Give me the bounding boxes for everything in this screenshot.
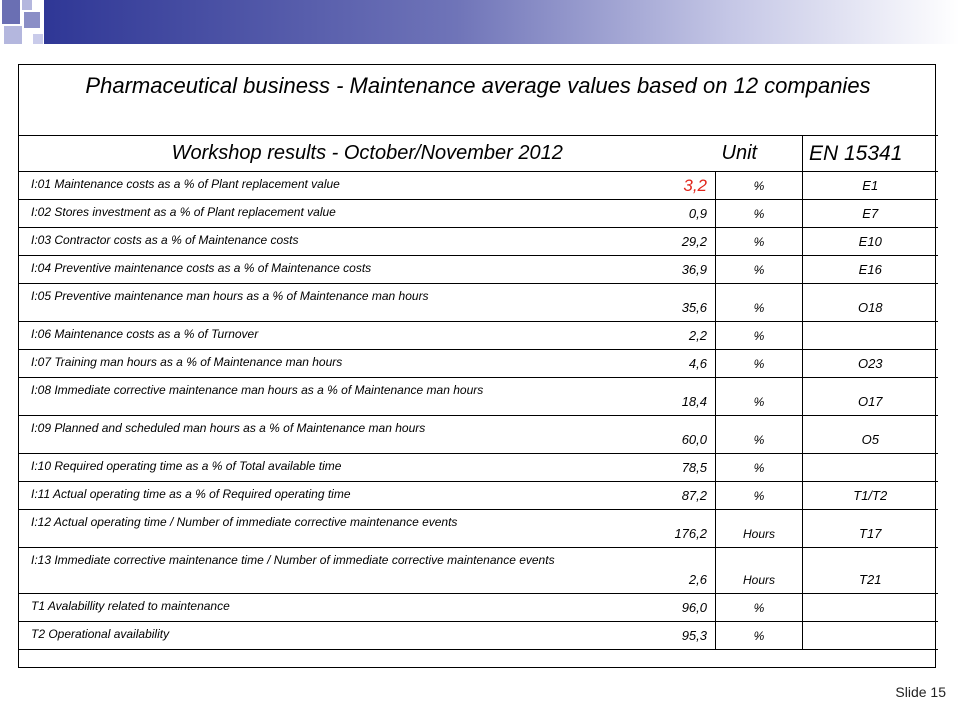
- kpi-table: [18, 135, 938, 650]
- value-cell: 4,6: [646, 350, 716, 378]
- indicator-cell: I:03 Contractor costs as a % of Maintenance costs: [19, 228, 646, 256]
- unit-cell: %: [716, 172, 803, 200]
- header-spacer: [0, 44, 960, 52]
- decor-square: [2, 0, 20, 24]
- value-cell: 3,2: [646, 172, 716, 200]
- decor-square: [22, 0, 32, 10]
- code-cell: T21: [803, 548, 938, 594]
- table-row: [19, 510, 938, 548]
- code-cell: O23: [803, 350, 938, 378]
- unit-cell: %: [716, 482, 803, 510]
- table-row: [19, 350, 938, 378]
- unit-cell: %: [716, 284, 803, 322]
- value-cell: 176,2: [646, 510, 716, 548]
- indicator-cell: I:02 Stores investment as a % of Plant replacement value: [19, 200, 646, 228]
- table-row: [19, 322, 938, 350]
- value-cell: 87,2: [646, 482, 716, 510]
- unit-cell: %: [716, 454, 803, 482]
- value-cell: 0,9: [646, 200, 716, 228]
- decor-square: [24, 12, 40, 28]
- table-row: [19, 172, 938, 200]
- code-cell: [803, 594, 938, 622]
- code-cell: E7: [803, 200, 938, 228]
- unit-cell: %: [716, 322, 803, 350]
- value-cell: 96,0: [646, 594, 716, 622]
- value-cell: 78,5: [646, 454, 716, 482]
- table-header-row: [19, 136, 938, 172]
- code-cell: [803, 622, 938, 650]
- slide-table-frame: [18, 64, 936, 668]
- indicator-cell: I:12 Actual operating time / Number of immediate corrective maintenance events: [19, 510, 646, 548]
- value-cell: 36,9: [646, 256, 716, 284]
- table-row: [19, 200, 938, 228]
- table-row: [19, 594, 938, 622]
- unit-cell: %: [716, 594, 803, 622]
- decor-square: [4, 26, 22, 44]
- indicator-cell: I:07 Training man hours as a % of Maintenance man hours: [19, 350, 646, 378]
- header-standard: EN 15341: [803, 136, 938, 172]
- unit-cell: Hours: [716, 548, 803, 594]
- table-row: [19, 622, 938, 650]
- code-cell: E16: [803, 256, 938, 284]
- indicator-cell: I:09 Planned and scheduled man hours as a % of Maintenance man hours: [19, 416, 646, 454]
- header-gradient-bar: [44, 0, 960, 44]
- value-cell: 29,2: [646, 228, 716, 256]
- unit-cell: %: [716, 416, 803, 454]
- decor-square: [33, 34, 43, 44]
- code-cell: [803, 322, 938, 350]
- unit-cell: %: [716, 256, 803, 284]
- value-cell: 18,4: [646, 378, 716, 416]
- value-cell: 2,6: [646, 548, 716, 594]
- indicator-cell: I:08 Immediate corrective maintenance man hours as a % of Maintenance man hours: [19, 378, 646, 416]
- table-row: [19, 482, 938, 510]
- indicator-cell: I:04 Preventive maintenance costs as a % of Maintenance costs: [19, 256, 646, 284]
- table-row: [19, 548, 938, 594]
- table-row: [19, 454, 938, 482]
- table-row: [19, 256, 938, 284]
- indicator-cell: I:11 Actual operating time as a % of Required operating time: [19, 482, 646, 510]
- value-cell: 95,3: [646, 622, 716, 650]
- value-cell: 2,2: [646, 322, 716, 350]
- unit-cell: %: [716, 200, 803, 228]
- unit-cell: %: [716, 622, 803, 650]
- indicator-cell: I:10 Required operating time as a % of Total available time: [19, 454, 646, 482]
- header-unit: Unit: [716, 136, 803, 172]
- code-cell: T17: [803, 510, 938, 548]
- indicator-cell: T1 Avalabillity related to maintenance: [19, 594, 646, 622]
- unit-cell: %: [716, 350, 803, 378]
- value-cell: 60,0: [646, 416, 716, 454]
- header-label: Workshop results - October/November 2012: [19, 136, 716, 172]
- code-cell: O18: [803, 284, 938, 322]
- table-row: [19, 416, 938, 454]
- table-row: [19, 284, 938, 322]
- code-cell: O5: [803, 416, 938, 454]
- unit-cell: %: [716, 228, 803, 256]
- code-cell: E10: [803, 228, 938, 256]
- indicator-cell: I:06 Maintenance costs as a % of Turnover: [19, 322, 646, 350]
- unit-cell: Hours: [716, 510, 803, 548]
- code-cell: T1/T2: [803, 482, 938, 510]
- value-cell: 35,6: [646, 284, 716, 322]
- code-cell: E1: [803, 172, 938, 200]
- indicator-cell: I:01 Maintenance costs as a % of Plant replacement value: [19, 172, 646, 200]
- indicator-cell: I:13 Immediate corrective maintenance time / Number of immediate corrective maintenance events: [19, 548, 646, 594]
- indicator-cell: I:05 Preventive maintenance man hours as a % of Maintenance man hours: [19, 284, 646, 322]
- code-cell: O17: [803, 378, 938, 416]
- table-row: [19, 228, 938, 256]
- slide-number: Slide 15: [895, 684, 946, 700]
- unit-cell: %: [716, 378, 803, 416]
- code-cell: [803, 454, 938, 482]
- slide-title: Pharmaceutical business - Maintenance average values based on 12 companies: [85, 73, 871, 98]
- indicator-cell: T2 Operational availability: [19, 622, 646, 650]
- table-row: [19, 378, 938, 416]
